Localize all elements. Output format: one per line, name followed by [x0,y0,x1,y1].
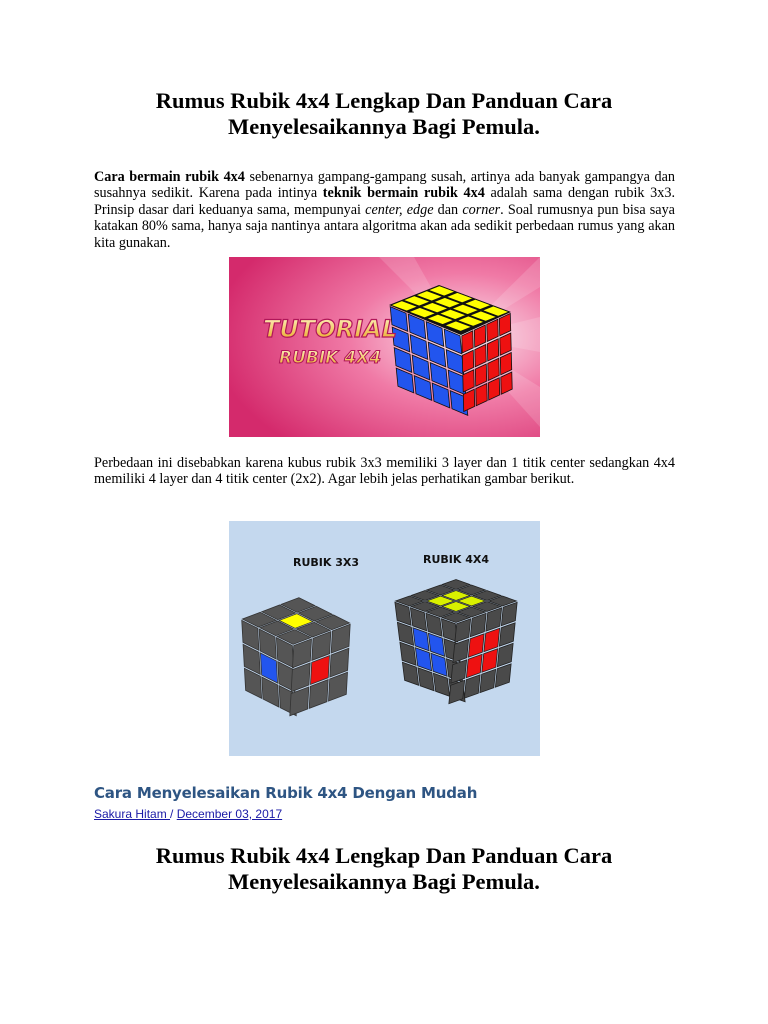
byline-separator: / [170,807,174,821]
cube-sticker [480,669,496,692]
para1-text-b: adalah sama dengan rubik 3x3. Prinsip dasar dari keduanya sama, mempunyai [94,185,675,218]
italic-term-center-edge: center, edge [365,201,434,218]
tutorial-subtitle-text: RUBIK 4X4 [279,348,382,368]
italic-term-corner: corner [462,201,501,218]
cube-sticker [397,622,413,645]
cube-sticker [495,664,511,687]
tutorial-banner-svg [229,257,540,437]
author-link[interactable]: Sakura Hitam [94,807,171,821]
cube-sticker [413,628,429,651]
repeated-title: Rumus Rubik 4x4 Lengkap Dan Panduan Cara Menyelesaikannya Bagi Pemula. [155,843,613,894]
section-subheading: Cara Menyelesaikan Rubik 4x4 Dengan Mudah [94,784,478,802]
cube-sticker [418,668,434,691]
cube-sticker [464,675,480,698]
cube-sticker [415,648,431,671]
label-rubik-4x4: RUBIK 4X4 [423,553,490,566]
label-rubik-3x3: RUBIK 3X3 [293,556,360,569]
rubik-4x4-grey-cube-graphic [395,580,517,704]
intro-paragraph [94,169,675,251]
rubik-3x3-cube-graphic [242,598,350,716]
bold-keyword: teknik bermain rubik 4x4 [322,185,485,202]
para1-text-d: . Soal rumusnya pun bisa saya katakan 80% sama, hanya saja nantinya antara algoritma akan ada sedikit perbedaan rumus yang akan kita gunakan. [94,201,675,251]
tutorial-title-text: TUTORIAL [263,315,397,343]
para1-text-a: sebenarnya gampang-gampang susah, artinya ada banyak gampangya dan susahnya sedikit. Karena pada intinya [94,169,675,202]
cube-comparison-image [229,521,540,756]
cube-sticker [433,673,449,696]
cube-sticker [482,649,498,672]
cube-sticker [497,643,513,666]
cube-sticker [484,628,500,651]
cube-sticker [499,623,515,646]
para1-text-c: dan [433,201,463,218]
bold-lead: Cara bermain rubik 4x4 [94,169,245,185]
cube-sticker [400,642,416,665]
cube-comparison-svg [229,521,540,756]
cube-sticker [402,662,418,685]
cube-sticker [468,634,484,657]
date-link[interactable]: December 03, 2017 [176,807,283,821]
cube-sticker [428,633,444,656]
cube-sticker [431,653,447,676]
page-title: Rumus Rubik 4x4 Lengkap Dan Panduan Cara Menyelesaikannya Bagi Pemula. [155,88,613,139]
cube-sticker [466,654,482,677]
byline [94,807,282,821]
tutorial-banner-image [229,257,540,437]
comparison-paragraph: Perbedaan ini disebabkan karena kubus rubik 3x3 memiliki 3 layer dan 1 titik center sedangkan 4x4 memiliki 4 layer dan 4 titik center (2x2). Agar lebih jelas perhatikan gambar berikut. [94,455,675,488]
